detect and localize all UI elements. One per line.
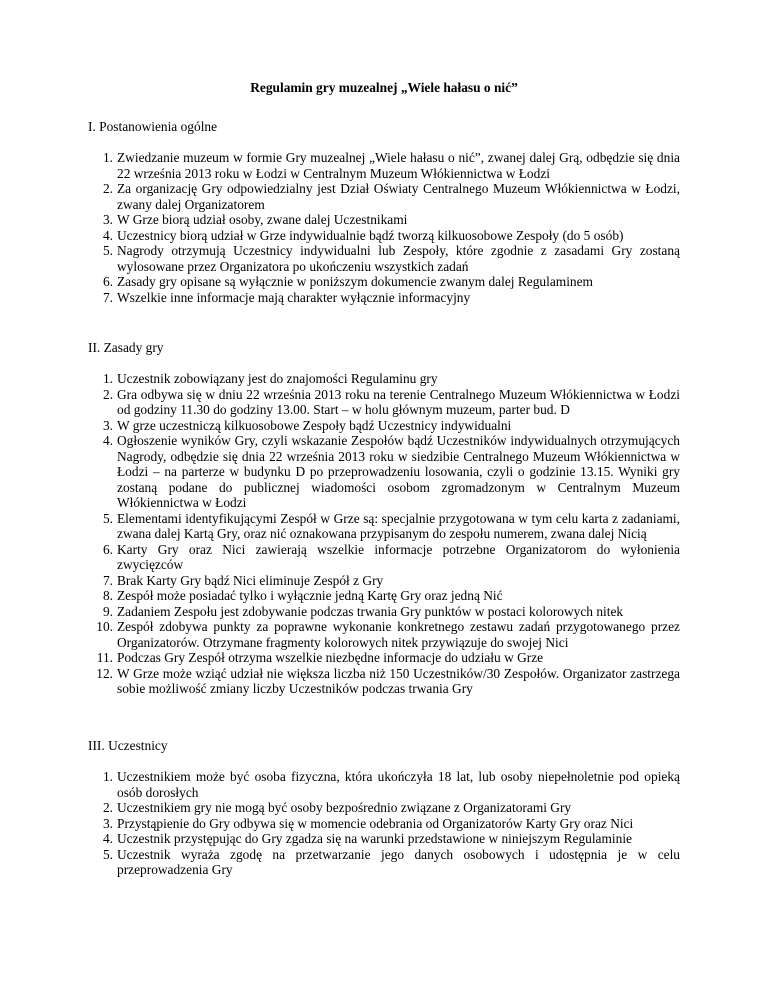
- list-item: 5. Nagrody otrzymują Uczestnicy indywidualni lub Zespoły, które zgodnie z zasadami Gry zostaną wylosowane przez Organizatora po ukończeniu wszystkich zadań: [102, 243, 680, 274]
- list-item: 6. Karty Gry oraz Nici zawierają wszelkie informacje potrzebne Organizatorom do wyłonienia zwycięzców: [102, 541, 680, 572]
- list-item: 12. W Grze może wziąć udział nie większa liczba niż 150 Uczestników/30 Zespołów. Organizator zastrzega sobie możliwość zmiany liczby Uczestników podczas trwania Gry: [96, 665, 680, 696]
- list-item: 3. Przystąpienie do Gry odbywa się w momencie odebrania od Organizatorów Karty Gry oraz Nici: [102, 815, 634, 831]
- list-item: 1. Zwiedzanie muzeum w formie Gry muzealnej „Wiele hałasu o nić”, zwanej dalej Grą, odbędzie się dnia 22 września 2013 roku w Łodzi w Centralnym Muzeum Włókiennictwa w Łodzi: [102, 150, 680, 181]
- list-item: 9. Zadaniem Zespołu jest zdobywanie podczas trwania Gry punktów w postaci kolorowych nitek: [102, 603, 624, 619]
- section-heading: I. Postanowienia ogólne: [88, 119, 218, 134]
- list-item: 7. Brak Karty Gry bądź Nici eliminuje Zespół z Gry: [102, 572, 384, 588]
- section-list: [88, 769, 680, 878]
- list-item: 4. Uczestnik przystępując do Gry zgadza się na warunki przedstawione w niniejszym Regulaminie: [102, 831, 632, 846]
- list-item: 11. Podczas Gry Zespół otrzyma wszelkie niezbędne informacje do udziału w Grze: [96, 650, 544, 665]
- section-heading: III. Uczestnicy: [88, 738, 168, 753]
- list-item: 6. Zasady gry opisane są wyłącznie w poniższym dokumencie zwanym dalej Regulaminem: [102, 274, 593, 289]
- document-title: Regulamin gry muzealnej „Wiele hałasu o nić”: [250, 80, 518, 95]
- list-item: 3. W grze uczestniczą kilkuosobowe Zespoły bądź Uczestnicy indywidualni: [102, 417, 512, 433]
- list-item: 4. Ogłoszenie wyników Gry, czyli wskazanie Zespołów bądź Uczestników indywidualnych otrzymujących Nagrody, odbędzie się dnia 22 września 2013 roku w siedzibie Centralnego Muzeum Włókiennictwa w Łodzi – na parterze w budynku D po przeprowadzeniu losowania, czyli o godzinie 13.15. Wyniki gry zostaną podane do publicznej wiadomości osobom zgromadzonym w Centralnym Muzeum Włókiennictwa w Łodzi: [102, 433, 680, 510]
- list-item: 7. Wszelkie inne informacje mają charakter wyłącznie informacyjny: [102, 289, 471, 305]
- list-item: 2. Gra odbywa się w dniu 22 września 2013 roku na terenie Centralnego Muzeum Włókiennictwa w Łodzi od godziny 11.30 do godziny 13.00. Start – w holu głównym muzeum, parter bud. D: [102, 386, 680, 417]
- list-item: 8. Zespół może posiadać tylko i wyłącznie jedną Kartę Gry oraz jedną Nić: [102, 588, 503, 603]
- list-item: 2. Za organizację Gry odpowiedzialny jest Dział Oświaty Centralnego Muzeum Włókiennictwa w Łodzi, zwany dalej Organizatorem: [102, 181, 680, 212]
- list-item: 2. Uczestnikiem gry nie mogą być osoby bezpośrednio związane z Organizatorami Gry: [102, 800, 572, 815]
- list-item: 5. Elementami identyfikującymi Zespół w Grze są: specjalnie przygotowana w tym celu karta z zadaniami, zwana dalej Kartą Gry, oraz nić oznakowana przypisanym do zespołu numerem, zwana dalej Nicią: [102, 510, 680, 541]
- list-item: 1. Uczestnikiem może być osoba fizyczna, która ukończyła 18 lat, lub osoby niepełnoletnie pod opieką osób dorosłych: [102, 769, 680, 800]
- list-item: 5. Uczestnik wyraża zgodę na przetwarzanie jego danych osobowych i udostępnia je w celu przeprowadzenia Gry: [102, 846, 680, 877]
- section-heading: II. Zasady gry: [88, 340, 164, 355]
- list-item: 3. W Grze biorą udział osoby, zwane dalej Uczestnikami: [102, 212, 408, 227]
- list-item: 4. Uczestnicy biorą udział w Grze indywidualnie bądź tworzą kilkuosobowe Zespoły (do 5 osób): [102, 227, 624, 243]
- list-item: 10. Zespół zdobywa punkty za poprawne wykonanie konkretnego zestawu zadań przygotowanego przez Organizatorów. Otrzymane fragmenty kolorowych nitek przywiązuje do swojej Nici: [96, 619, 680, 650]
- section-list: [88, 371, 680, 697]
- list-item: 1. Uczestnik zobowiązany jest do znajomości Regulaminu gry: [102, 371, 438, 386]
- section-list: [88, 150, 680, 305]
